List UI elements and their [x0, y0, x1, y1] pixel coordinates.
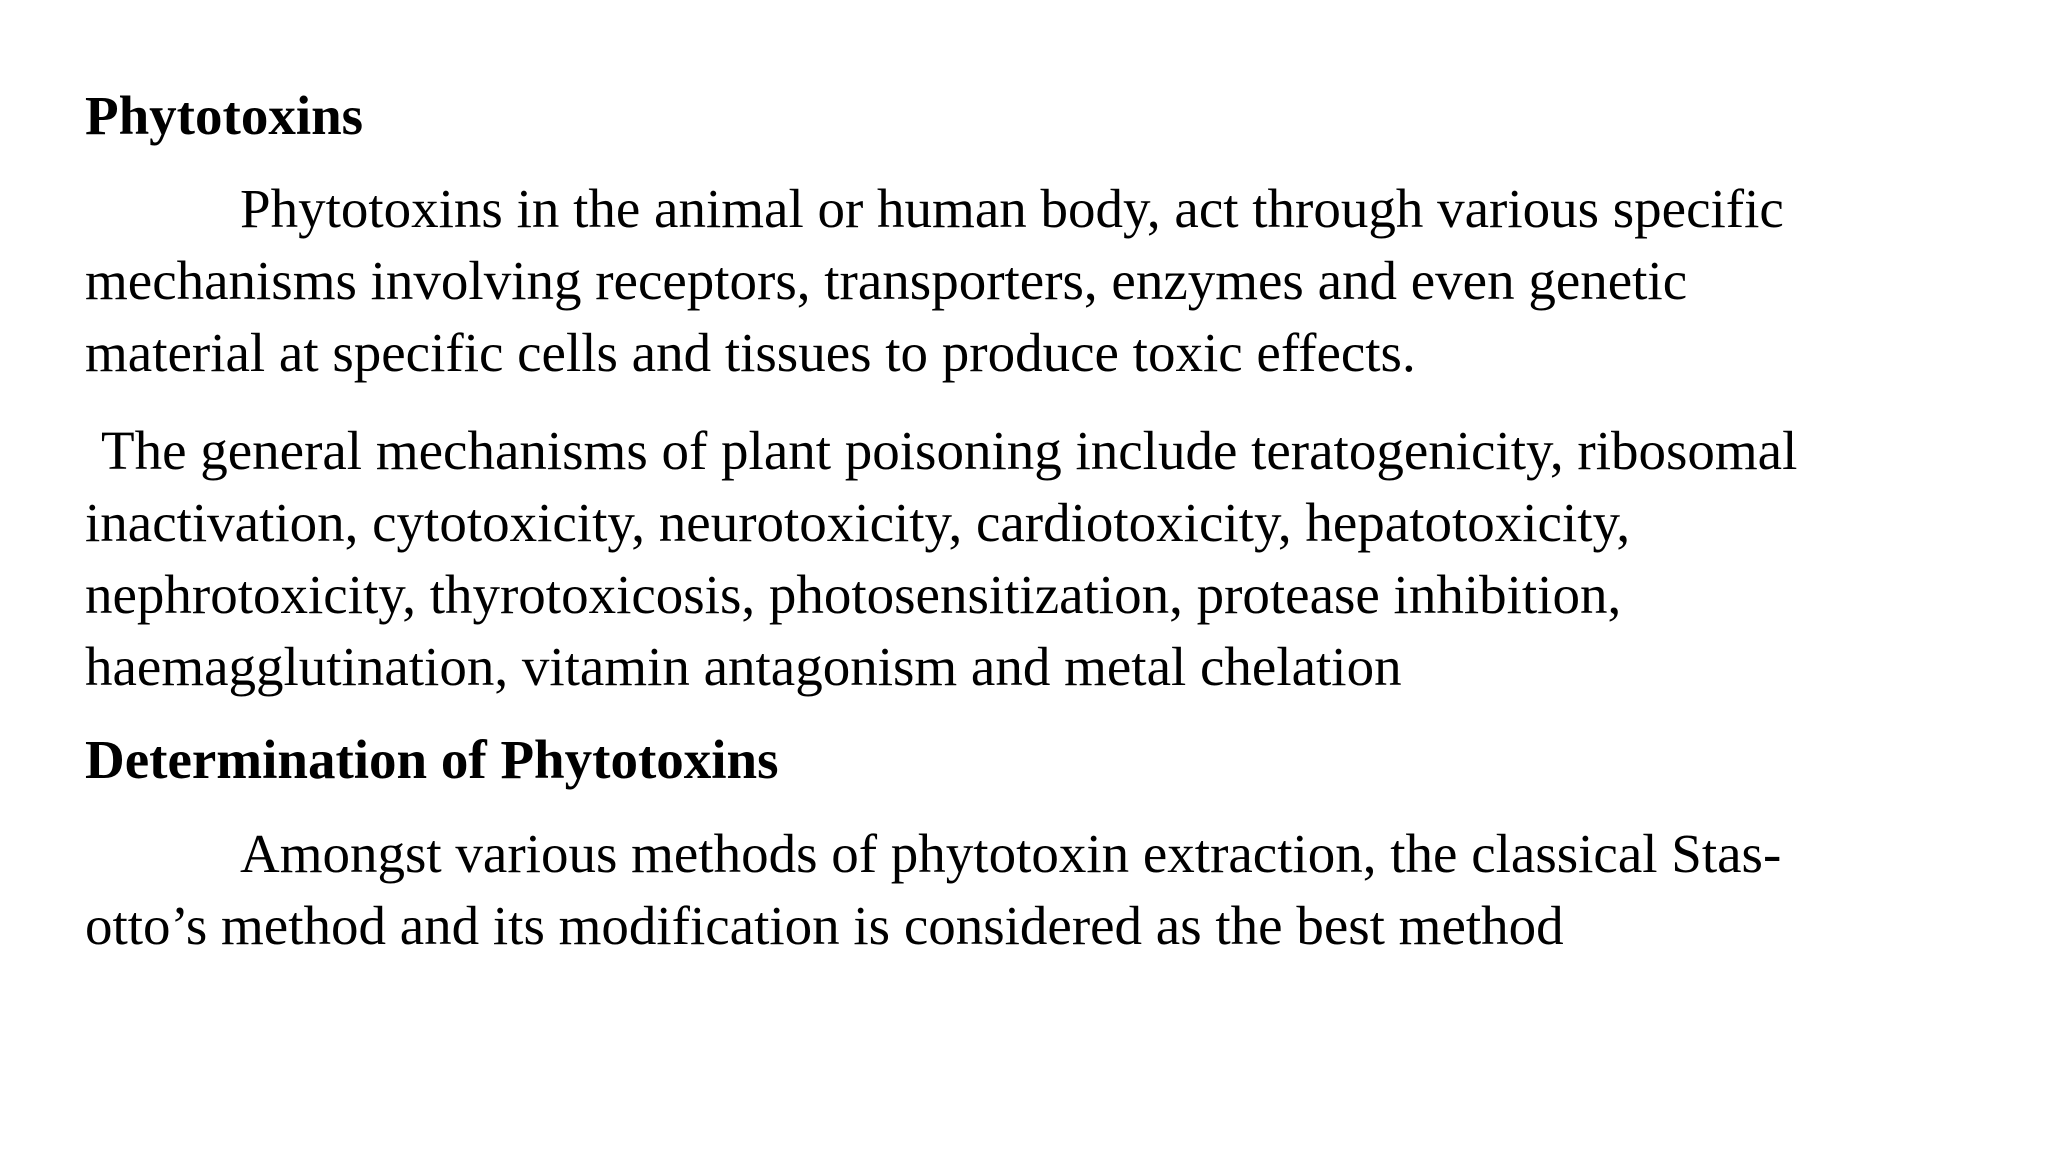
paragraph-line: Phytotoxins in the animal or human body, act through various specific: [240, 178, 1784, 239]
paragraph-mechanism-intro: [85, 173, 1985, 389]
section-heading-phytotoxins: Phytotoxins: [85, 85, 364, 146]
paragraph-extraction-methods: [85, 818, 1985, 962]
section-heading-determination: Determination of Phytotoxins: [85, 729, 779, 790]
paragraph-line: haemagglutination, vitamin antagonism and metal chelation: [85, 636, 1402, 697]
paragraph-line: Amongst various methods of phytotoxin extraction, the classical Stas-: [240, 823, 1782, 884]
paragraph-line: inactivation, cytotoxicity, neurotoxicity, cardiotoxicity, hepatotoxicity,: [85, 492, 1631, 553]
paragraph-line: The general mechanisms of plant poisoning include teratogenicity, ribosomal: [101, 420, 1798, 481]
paragraph-line: nephrotoxicity, thyrotoxicosis, photosensitization, protease inhibition,: [85, 564, 1622, 625]
paragraph-general-mechanisms: [85, 415, 1985, 703]
paragraph-line: mechanisms involving receptors, transporters, enzymes and even genetic: [85, 250, 1688, 311]
paragraph-line: material at specific cells and tissues to produce toxic effects.: [85, 322, 1416, 383]
paragraph-line: otto’s method and its modification is considered as the best method: [85, 895, 1564, 956]
